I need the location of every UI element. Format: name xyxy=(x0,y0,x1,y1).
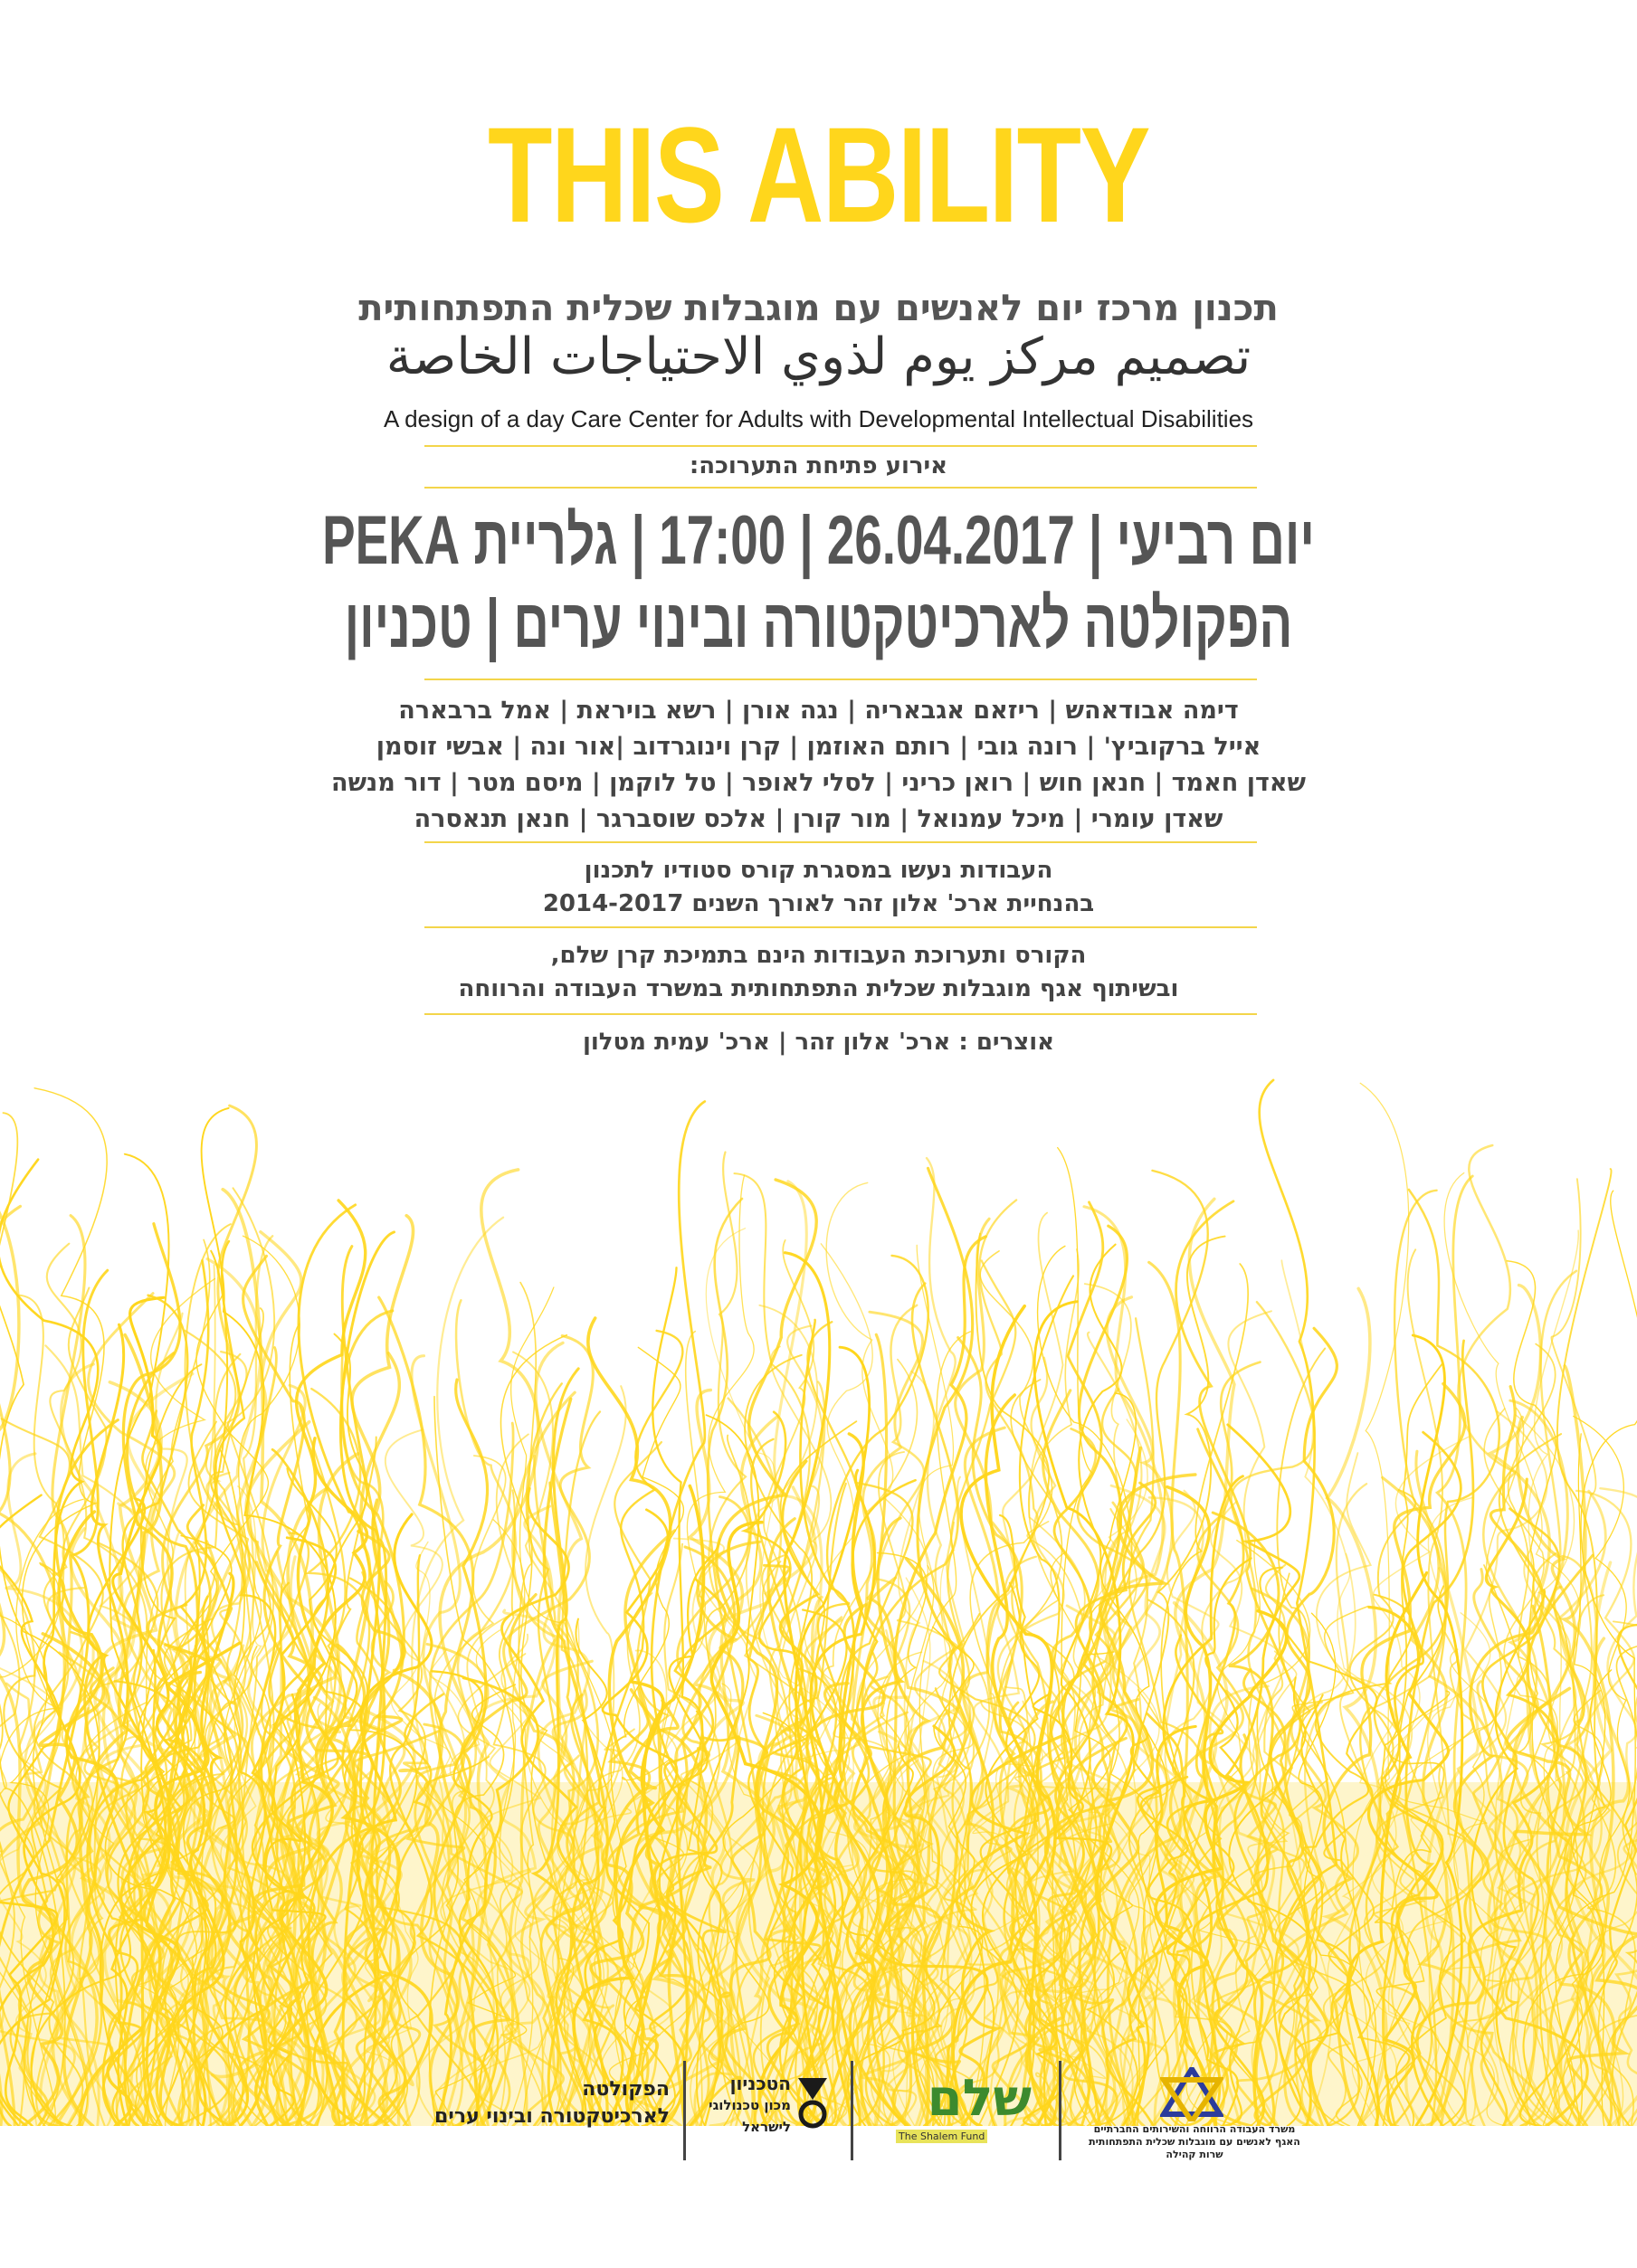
faculty-logo-line: לארכיטקטורה ובינוי ערים xyxy=(434,2105,670,2128)
ministry-star-icon xyxy=(1160,2067,1223,2121)
poster-title: THIS ABILITY xyxy=(488,99,1149,251)
names-row: דימה אבודאהש | ריזאם אגבאריה | נגה אורן | רשא בויראת | אמל ברבארה xyxy=(398,697,1239,725)
faculty-logo-line: הפקולטה xyxy=(582,2078,670,2101)
logo-separator xyxy=(683,2061,686,2160)
names-row: שאדן חאמד | חנאן חוש | רואן כריני | לסלי לאופר | טל לוקמן | מיסם מטר | דור מנשה xyxy=(331,769,1306,797)
support-text xyxy=(0,939,1637,1006)
divider-rule xyxy=(424,487,1257,489)
opening-event-label: אירוע פתיחת התערוכה: xyxy=(689,452,948,479)
technion-emblem-icon xyxy=(795,2074,831,2129)
technion-logo-line: לישראל xyxy=(742,2119,791,2135)
shalem-logo-english: The Shalem Fund xyxy=(896,2130,987,2143)
subtitle-english: A design of a day Care Center for Adults with Developmental Intellectual Disabilities xyxy=(383,405,1254,432)
course-line: בהנחיית ארכ' אלון זהר לאורך השנים 2014-2017 xyxy=(542,890,1095,917)
subtitle-arabic: تصميم مركز يوم لذوي الاحتياجات الخاصة xyxy=(385,327,1252,386)
course-line: העבודות נעשו במסגרת קורס סטודיו לתכנון xyxy=(584,857,1053,884)
support-line: הקורס ותערוכת העבודות הינם בתמיכת קרן שלם, xyxy=(550,942,1087,969)
ministry-logo-line: משרד העבודה הרווחה והשירותים החברתיים xyxy=(1093,2123,1296,2135)
divider-rule xyxy=(424,926,1257,928)
divider-rule xyxy=(424,679,1257,680)
technion-logo-line: מכון טכנולוגי xyxy=(709,2097,791,2113)
curators-credit: אוצרים : ארכ' אלון זהר | ארכ' עמית מטלון xyxy=(582,1029,1055,1056)
ministry-logo-line: שרות קהילה xyxy=(1166,2149,1223,2160)
ministry-logo xyxy=(1077,2067,1312,2176)
divider-rule xyxy=(424,841,1257,843)
scribble-grass-illustration xyxy=(0,1040,1637,2126)
divider-rule xyxy=(424,445,1257,447)
participant-names xyxy=(0,693,1637,838)
technion-logo-line: הטכניון xyxy=(729,2073,791,2094)
logo-separator xyxy=(851,2061,853,2160)
names-row: אייל ברקוביץ' | רונה גובי | רותם האוזמן | קרן וינוגרדוב |אור ונה | אבשי זוסמן xyxy=(376,733,1261,761)
course-text xyxy=(0,854,1637,921)
venue-details: הפקולטה לארכיטקטורה ובינוי ערים | טכניון xyxy=(344,585,1293,662)
subtitle-hebrew: תכנון מרכז יום לאנשים עם מוגבלות שכלית התפתחותית xyxy=(358,288,1279,329)
faculty-logo xyxy=(344,2076,670,2130)
names-row: שאדן עומרי | מיכל עמנואל | מור קורן | אלכס שוסברגר | חנאן תנאסרה xyxy=(414,805,1223,833)
divider-rule xyxy=(424,1013,1257,1015)
shalem-fund-logo xyxy=(896,2069,1032,2171)
logo-separator xyxy=(1059,2061,1061,2160)
ministry-logo-line: האגף לאנשים עם מוגבלות שכלית התפתחותית xyxy=(1089,2136,1300,2148)
event-details: יום רביעי | 26.04.2017 | 17:00 | גלריית PEKA xyxy=(322,502,1315,579)
shalem-logo-mark: שלם xyxy=(927,2069,1032,2128)
support-line: ובשיתוף אגף מוגבלות שכלית התפתחותית במשרד העבודה והרווחה xyxy=(458,975,1179,1002)
technion-logo xyxy=(697,2067,833,2167)
